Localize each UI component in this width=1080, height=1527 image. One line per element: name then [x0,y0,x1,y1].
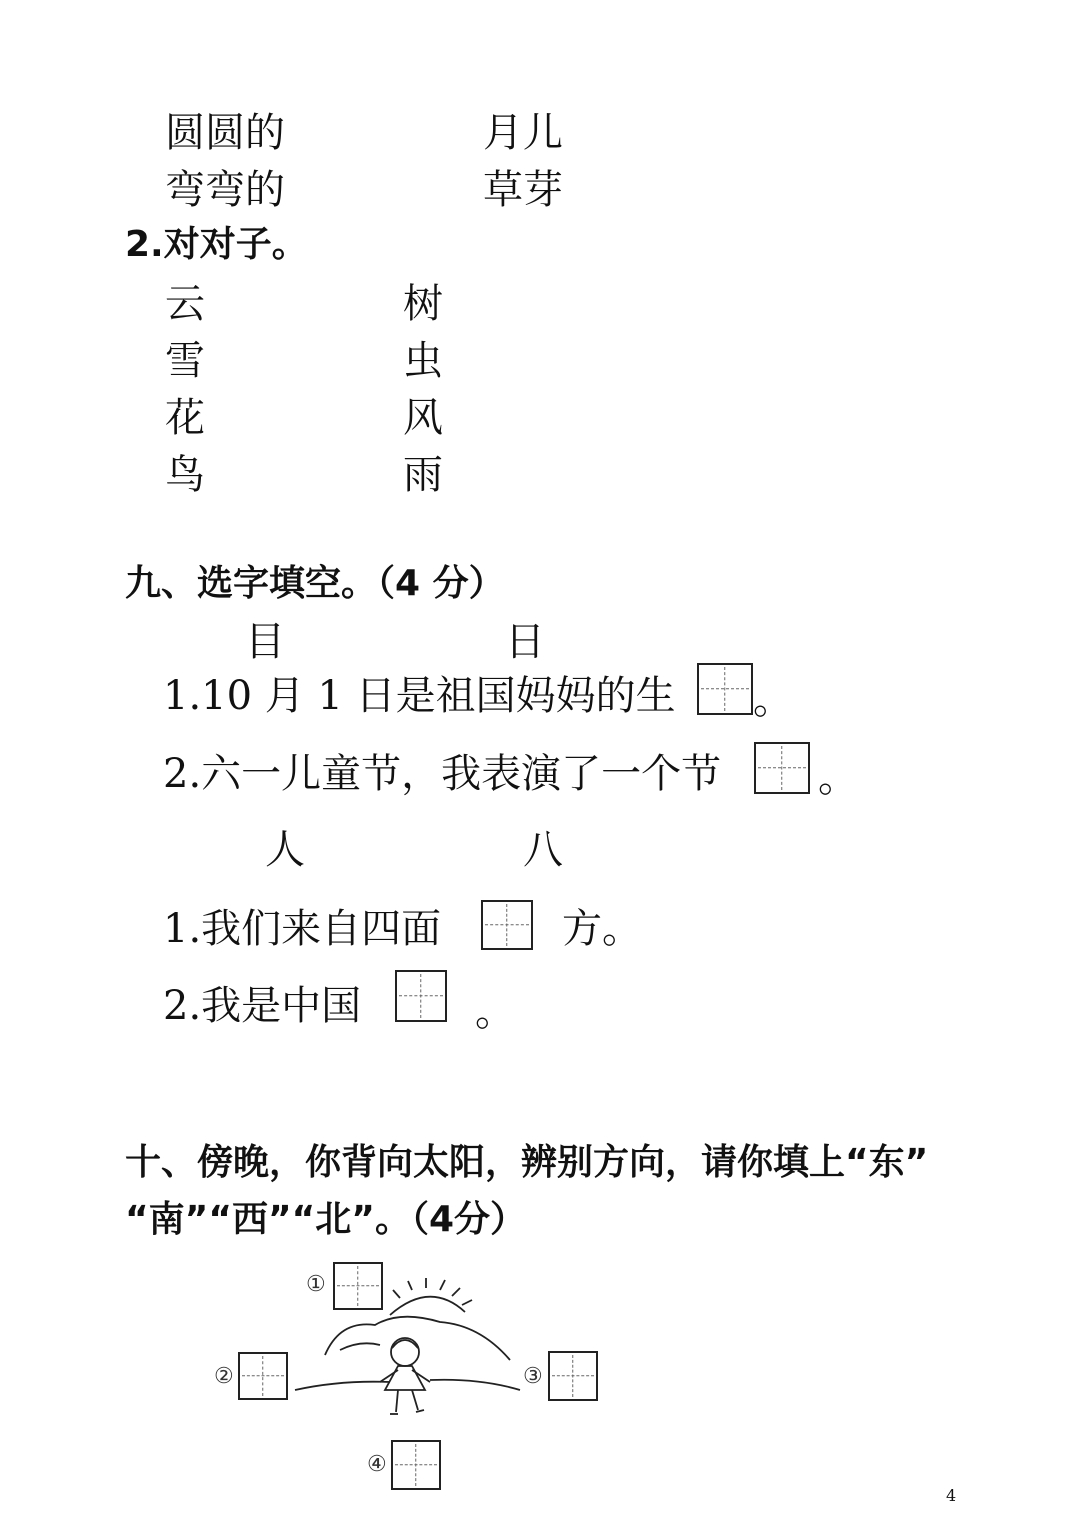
marker-2: ② [214,1364,234,1389]
marker-4: ④ [367,1452,387,1477]
option-ren: 人 [265,827,305,873]
couplet-right-2: 虫 [403,338,443,384]
option-ri: 日 [505,619,545,665]
answer-box-9-4[interactable] [395,970,447,1022]
pair-right-1: 月儿 [483,110,563,156]
couplet-left-3: 花 [165,395,205,441]
marker-1: ① [306,1272,326,1297]
answer-box-9-3[interactable] [481,900,533,950]
fill-item-3-end: 方。 [562,906,642,952]
couplet-left-1: 云 [165,281,205,327]
answer-box-9-2[interactable] [754,742,810,794]
fill-item-2-end: 。 [818,755,858,801]
section-10-title-line-1: 十、傍晚，你背向太阳，辨别方向，请你填上“东” [125,1142,929,1183]
couplet-left-4: 鸟 [165,452,205,498]
question-2-title: 2.对对子。 [125,224,308,265]
fill-item-1-text: 1.10 月 1 日是祖国妈妈的生 [163,673,676,719]
fill-item-3-text: 1.我们来自四面 [163,906,442,952]
section-10-title-line-2: “南”“西”“北”。（4分） [125,1199,527,1240]
fill-item-1-end: 。 [753,677,793,723]
direction-box-3[interactable] [548,1351,598,1401]
pair-left-1: 圆圆的 [165,110,285,156]
option-mu: 目 [245,619,285,665]
fill-item-4-text: 2.我是中国 [163,983,362,1029]
marker-3: ③ [523,1364,543,1389]
pair-left-2: 弯弯的 [165,167,285,213]
page-number: 4 [946,1486,957,1505]
fill-item-2-text: 2.六一儿童节，我表演了一个节 [163,751,722,797]
couplet-right-3: 风 [403,395,443,441]
fill-item-4-end: 。 [475,989,515,1035]
pair-right-2: 草芽 [483,167,563,213]
answer-box-9-1[interactable] [697,663,753,715]
option-ba: 八 [523,827,563,873]
direction-box-2[interactable] [238,1352,288,1400]
direction-box-4[interactable] [391,1440,441,1490]
direction-box-1[interactable] [333,1262,383,1310]
couplet-left-2: 雪 [165,338,205,384]
couplet-right-1: 树 [403,281,443,327]
couplet-right-4: 雨 [403,452,443,498]
section-9-title: 九、选字填空。（4 分） [125,563,505,604]
